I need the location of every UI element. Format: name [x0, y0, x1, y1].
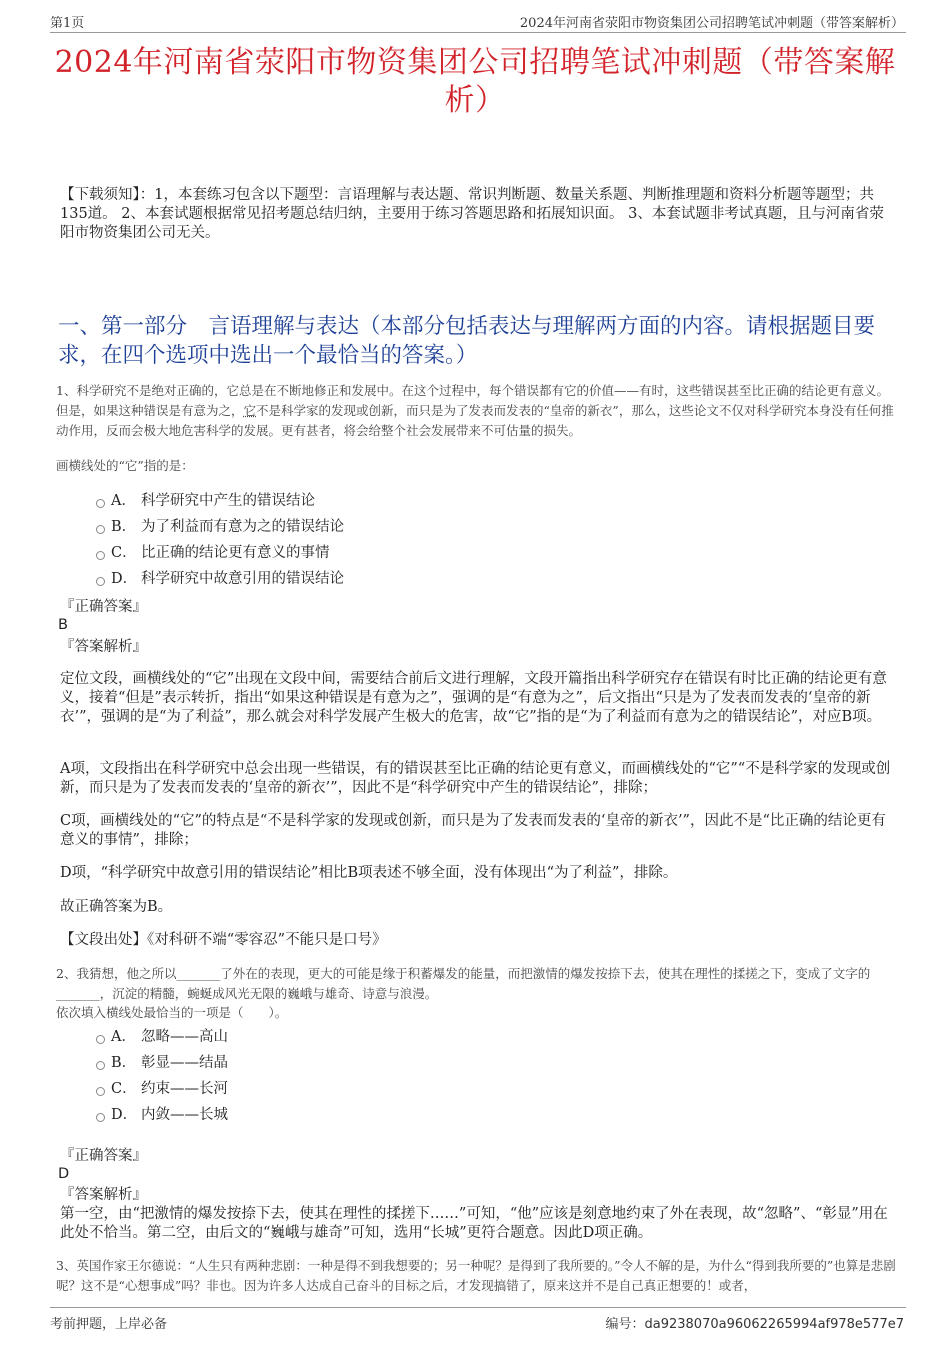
question-1-underlined: 它	[243, 403, 257, 418]
question-2-option-b[interactable]: B． 彰显——结晶	[96, 1053, 228, 1073]
question-1-answer-label: 『正确答案』	[60, 599, 147, 615]
radio-icon[interactable]	[96, 1035, 105, 1044]
radio-icon[interactable]	[96, 1087, 105, 1096]
header-divider	[50, 32, 906, 33]
question-1-text-b: 不是科学家的发现或创新，而只是为了发表而发表的“皇帝的新衣”，那么，这些论文不仅对科学研究本身没有任何推动作用，反而会极大地危害科学的发展。更有甚者，将会给整个社会发展带来不可估量的损失。	[56, 403, 894, 438]
question-1-text	[56, 381, 896, 441]
question-2-answer-label: 『正确答案』	[60, 1148, 147, 1164]
question-1-option-b[interactable]: B． 为了利益而有意为之的错误结论	[96, 517, 344, 537]
question-2-text: 2、我猜想，他之所以_______了外在的表现，更大的可能是缘于积蓄爆发的能量，而把激情的爆发按捺下去，使其在理性的揉搓之下，变成了文字的_______，沉淀的精髓，蜿蜒成风光无限的巍峨与雄奇、诗意与浪漫。	[56, 966, 871, 1001]
question-2-option-c[interactable]: C． 约束——长河	[96, 1079, 228, 1099]
question-2-answer: D	[58, 1166, 70, 1182]
radio-icon[interactable]	[96, 1113, 105, 1122]
question-2-prompt: 依次填入横线处最恰当的一项是（ ）。	[56, 1005, 288, 1020]
question-1-answer: B	[58, 617, 68, 633]
question-1-analysis-3: C项，画横线处的“它”的特点是“不是科学家的发现或创新，而只是为了发表而发表的‘皇帝的新衣’”，因此不是“比正确的结论更有意义的事情”，排除；	[60, 813, 886, 848]
radio-icon[interactable]	[96, 577, 105, 586]
question-1-analysis-1: 定位文段，画横线处的“它”出现在文段中间，需要结合前后文进行理解，文段开篇指出科学研究存在错误有时比正确的结论更有意义，接着“但是”表示转折，指出“如果这种错误是有意为之”，强调的是“有意为之”，后文指出“只是为了发表而发表的‘皇帝的新衣’”，强调的是“为了利益”，那么就会对科学发展产生极大的危害，故“它”指的是“为了利益而有意为之的错误结论”，对应B项。	[60, 671, 887, 725]
question-1-option-a[interactable]: A． 科学研究中产生的错误结论	[96, 491, 315, 511]
question-1-source: 【文段出处】《对科研不端“零容忍”不能只是口号》	[60, 932, 387, 948]
question-1-analysis-4: D项，“科学研究中故意引用的错误结论”相比B项表述不够全面，没有体现出“为了利益”，排除。	[60, 865, 678, 881]
question-1-analysis-label: 『答案解析』	[60, 639, 147, 655]
question-1-option-d[interactable]: D． 科学研究中故意引用的错误结论	[96, 569, 344, 589]
question-2-analysis: 第一空，由“把激情的爆发按捺下去，使其在理性的揉搓下……”可知，“他”应该是刻意地约束了外在表现，故“忽略”、“彰显”用在此处不恰当。第二空，由后文的“巍峨与雄奇”可知，选用“长城”更符合题意。因此D项正确。	[60, 1206, 888, 1241]
question-1-prompt: 画横线处的“它”指的是：	[56, 458, 194, 473]
footer-divider	[50, 1307, 906, 1308]
section-title: 一、第一部分 言语理解与表达（本部分包括表达与理解两方面的内容。请根据题目要求，在四个选项中选出一个最恰当的答案。）	[58, 314, 876, 368]
question-1-analysis-5: 故正确答案为B。	[60, 899, 173, 915]
question-2-option-a[interactable]: A． 忽略——高山	[96, 1027, 228, 1047]
radio-icon[interactable]	[96, 551, 105, 560]
running-title: 2024年河南省荥阳市物资集团公司招聘笔试冲刺题（带答案解析）	[519, 16, 904, 31]
question-2-analysis-label: 『答案解析』	[60, 1187, 147, 1203]
question-2-option-d[interactable]: D． 内敛——长城	[96, 1105, 228, 1125]
document-code: 编号：da9238070a96062265994af978e577e7	[605, 1317, 904, 1332]
radio-icon[interactable]	[96, 1061, 105, 1070]
question-1-text-a: 1、科学研究不是绝对正确的，它总是在不断地修正和发展中。在这个过程中，每个错误都有它的价值——有时，这些错误甚至比正确的结论更有意义。但是，如果这种错误是有意为之，	[56, 383, 889, 418]
question-1-analysis-2: A项，文段指出在科学研究中总会出现一些错误，有的错误甚至比正确的结论更有意义，而画横线处的“它”“不是科学家的发现或创新，而只是为了发表而发表的‘皇帝的新衣’”，因此不是“科学研究中产生的错误结论”，排除；	[60, 761, 891, 796]
download-notice: 【下载须知】：1，本套练习包含以下题型：言语理解与表达题、常识判断题、数量关系题、判断推理题和资料分析题等题型；共135道。 2、本套试题根据常见招考题总结归纳，主要用于练习答题思路和拓展知识面。 3、本套试题非考试真题，且与河南省荥阳市物资集团公司无关。	[60, 187, 884, 241]
document-title: 2024年河南省荥阳市物资集团公司招聘笔试冲刺题（带答案解析）	[54, 45, 896, 118]
radio-icon[interactable]	[96, 499, 105, 508]
question-3-text: 3、英国作家王尔德说：“人生只有两种悲剧：一种是得不到我想要的；另一种呢？是得到了我所要的。”令人不解的是，为什么“得到我所要的”也算是悲剧呢？这不是“心想事成”吗？非也。因为许多人达成自己奋斗的目标之后，才发现搞错了，原来这并不是自己真正想要的！或者，	[56, 1258, 896, 1293]
radio-icon[interactable]	[96, 525, 105, 534]
page-number: 第1页	[50, 16, 85, 31]
footer-slogan: 考前押题，上岸必备	[50, 1317, 168, 1332]
question-1-option-c[interactable]: C． 比正确的结论更有意义的事情	[96, 543, 330, 563]
